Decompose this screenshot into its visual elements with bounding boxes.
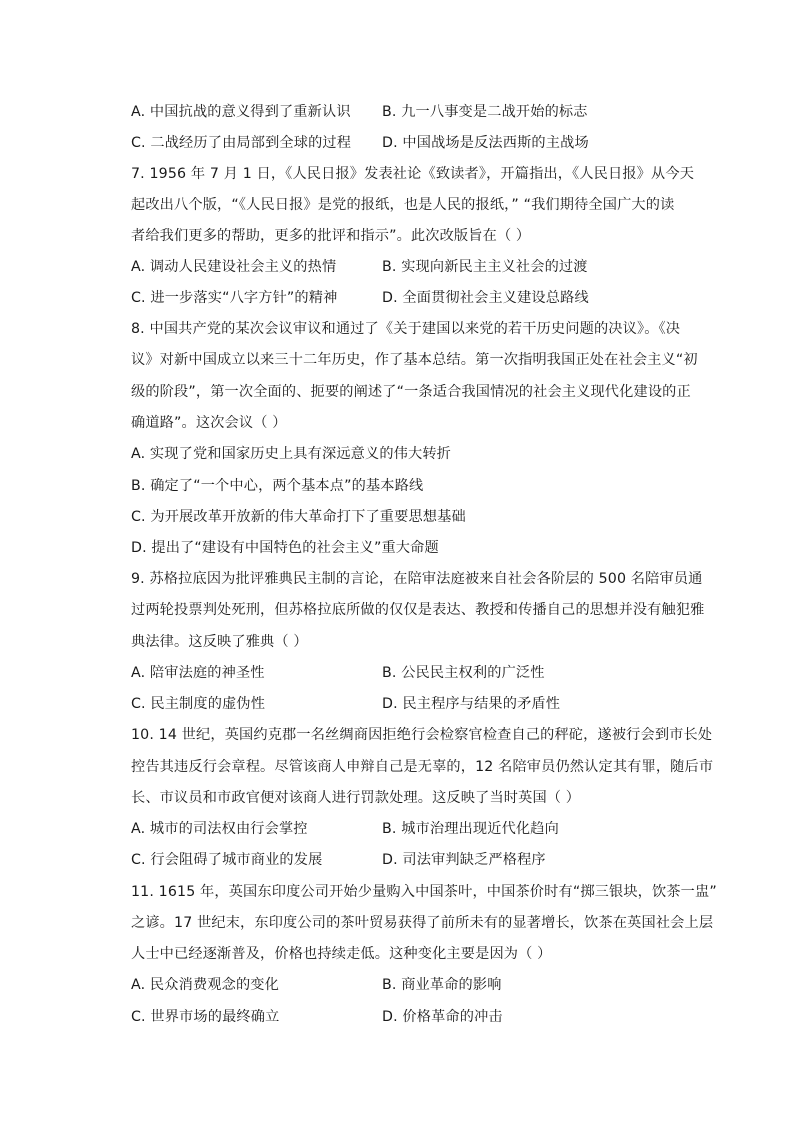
q8-option-d[interactable]: D. 提出了“建设有中国特色的社会主义”重大命题 — [131, 540, 439, 556]
q6-option-c[interactable]: C. 二战经历了由局部到全球的过程 — [131, 135, 352, 151]
q9-stem-line-2: 过两轮投票判处死刑，但苏格拉底所做的仅仅是表达、教授和传播自己的思想并没有触犯雅 — [131, 602, 705, 618]
q9-option-c[interactable]: C. 民主制度的虚伪性 — [131, 696, 266, 712]
q10-option-b[interactable]: B. 城市治理出现近代化趋向 — [382, 821, 559, 837]
q10-option-d[interactable]: D. 司法审判缺乏严格程序 — [382, 852, 546, 868]
q8-stem-line-3: 级的阶段”，第一次全面的、扼要的阐述了“一条适合我国情况的社会主义现代化建设的正 — [131, 384, 691, 400]
q11-stem-line-3: 人士中已经逐渐普及，价格也持续走低。这种变化主要是因为（ ） — [131, 946, 552, 962]
q7-stem-line-1: 7. 1956 年 7 月 1 日，《人民日报》发表社论《致读者》，开篇指出，《人民日报》从今天 — [131, 166, 695, 182]
q8-option-b[interactable]: B. 确定了“一个中心，两个基本点”的基本路线 — [131, 478, 424, 494]
q9-stem-line-1: 9. 苏格拉底因为批评雅典民主制的言论，在陪审法庭被来自社会各阶层的 500 名陪审员通 — [131, 571, 703, 587]
q8-option-a[interactable]: A. 实现了党和国家历史上具有深远意义的伟大转折 — [131, 446, 452, 462]
q10-option-a[interactable]: A. 城市的司法权由行会掌控 — [131, 821, 308, 837]
q8-stem-line-1: 8. 中国共产党的某次会议审议和通过了《关于建国以来党的若干历史问题的决议》。《决 — [131, 321, 681, 337]
q11-option-c[interactable]: C. 世界市场的最终确立 — [131, 1009, 280, 1025]
q11-option-b[interactable]: B. 商业革命的影响 — [382, 977, 502, 993]
q9-stem-line-3: 典法律。这反映了雅典（ ） — [131, 634, 308, 650]
q7-option-b[interactable]: B. 实现向新民主主义社会的过渡 — [382, 259, 588, 275]
q10-stem-line-1: 10. 14 世纪，英国约克郡一名丝绸商因拒绝行会检察官检查自己的秤砣，遂被行会到市长处 — [131, 727, 713, 743]
q6-option-d[interactable]: D. 中国战场是反法西斯的主战场 — [382, 135, 589, 151]
q9-option-b[interactable]: B. 公民民主权利的广泛性 — [382, 665, 545, 681]
q11-option-a[interactable]: A. 民众消费观念的变化 — [131, 977, 279, 993]
q10-stem-line-2: 控告其违反行会章程。尽管该商人申辩自己是无辜的，12 名陪审员仍然认定其有罪，随后市 — [131, 759, 714, 775]
q9-option-d[interactable]: D. 民主程序与结果的矛盾性 — [382, 696, 561, 712]
q6-option-b[interactable]: B. 九一八事变是二战开始的标志 — [382, 104, 588, 120]
q7-option-a[interactable]: A. 调动人民建设社会主义的热情 — [131, 259, 337, 275]
q8-option-c[interactable]: C. 为开展改革开放新的伟大革命打下了重要思想基础 — [131, 509, 466, 525]
q9-option-a[interactable]: A. 陪审法庭的神圣性 — [131, 665, 265, 681]
q7-stem-line-3: 者给我们更多的帮助，更多的批评和指示”。此次改版旨在（ ） — [131, 228, 531, 244]
q8-stem-line-4: 确道路”。这次会议（ ） — [131, 415, 287, 431]
q7-option-c[interactable]: C. 进一步落实“八字方针”的精神 — [131, 290, 338, 306]
q11-stem-line-1: 11. 1615 年，英国东印度公司开始少量购入中国茶叶，中国茶价时有“掷三银块，饮茶一盅” — [131, 884, 717, 900]
q10-option-c[interactable]: C. 行会阻碍了城市商业的发展 — [131, 852, 323, 868]
q7-option-d[interactable]: D. 全面贯彻社会主义建设总路线 — [382, 290, 589, 306]
q7-stem-line-2: 起改出八个版，“《人民日报》是党的报纸，也是人民的报纸，” “我们期待全国广大的读 — [131, 197, 675, 213]
q10-stem-line-3: 长、市议员和市政官便对该商人进行罚款处理。这反映了当时英国（ ） — [131, 790, 581, 806]
q11-option-d[interactable]: D. 价格革命的冲击 — [382, 1009, 503, 1025]
q6-option-a[interactable]: A. 中国抗战的意义得到了重新认识 — [131, 104, 351, 120]
q11-stem-line-2: 之谚。17 世纪末，东印度公司的茶叶贸易获得了前所未有的显著增长，饮茶在英国社会上层 — [131, 915, 714, 931]
q8-stem-line-2: 议》对新中国成立以来三十二年历史，作了基本总结。第一次指明我国正处在社会主义“初 — [131, 352, 698, 368]
